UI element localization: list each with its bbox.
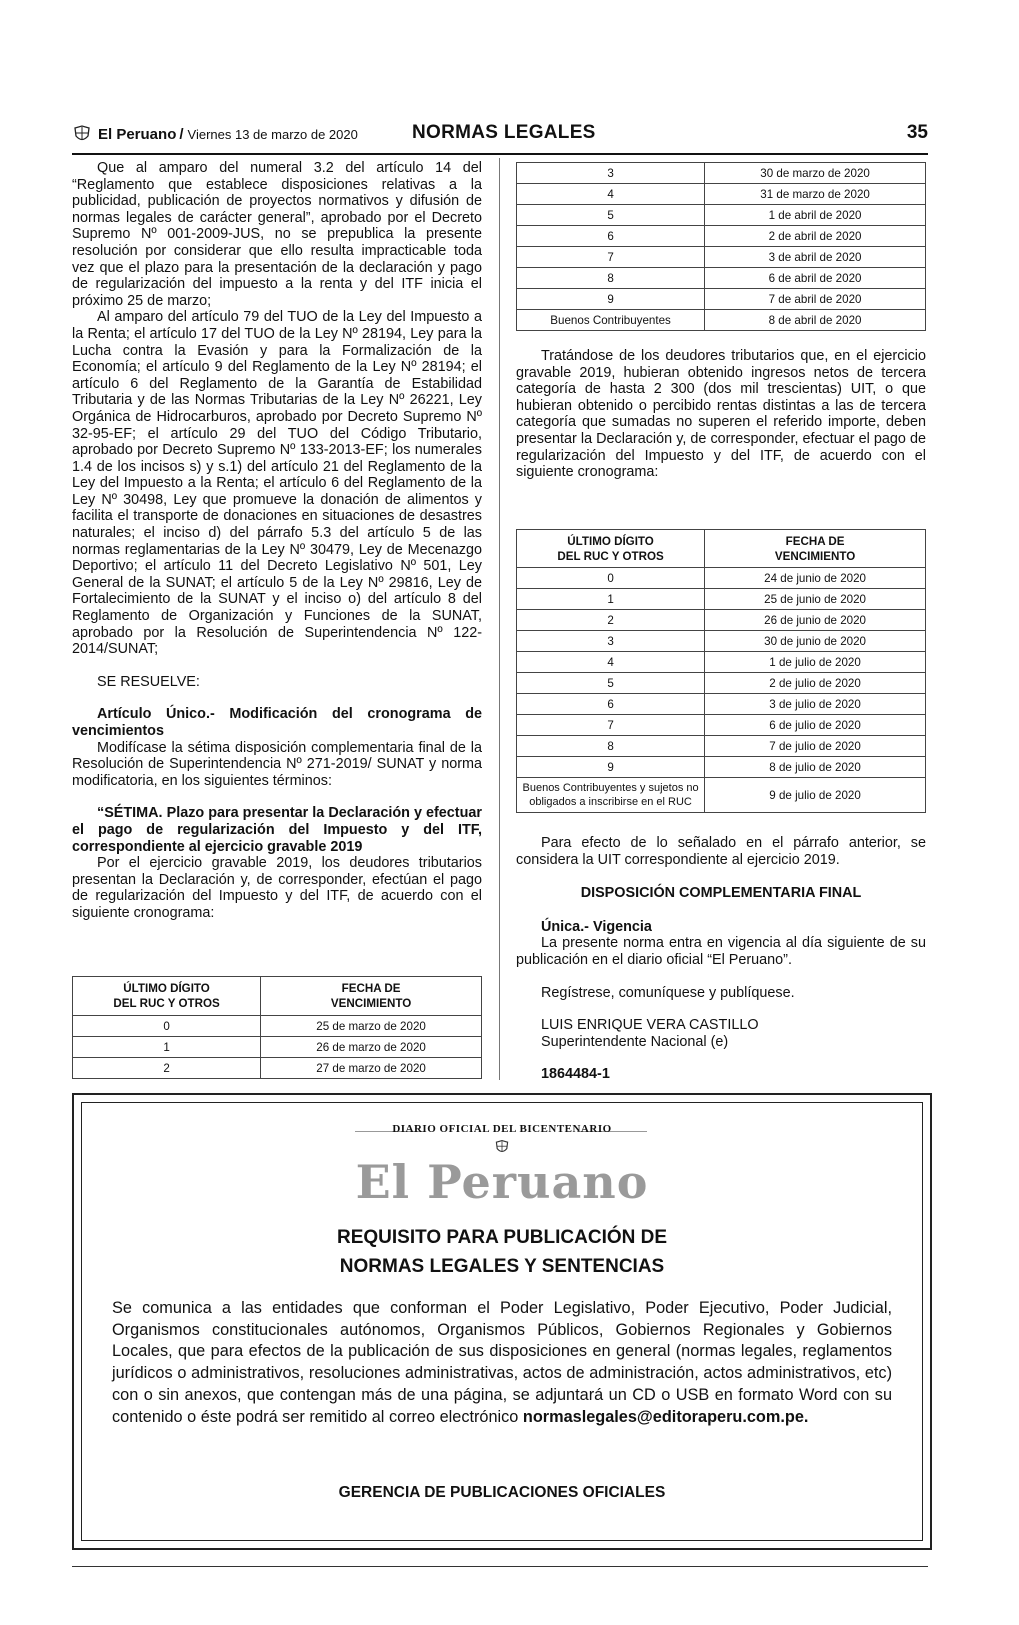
schedule-table-2 — [516, 529, 926, 813]
notice-body — [112, 1298, 892, 1428]
row-digit: 2 — [73, 1058, 261, 1079]
notice-box — [72, 1093, 932, 1550]
row-digit: 5 — [517, 673, 705, 694]
notice-title-line2: NORMAS LEGALES Y SENTENCIAS — [339, 1256, 665, 1277]
signer-name: LUIS ENRIQUE VERA CASTILLO — [541, 1017, 759, 1034]
row-digit: 6 — [517, 694, 705, 715]
right-column-bottom — [516, 835, 926, 1083]
table-row — [517, 673, 926, 694]
row-digit: 7 — [517, 715, 705, 736]
row-digit: 6 — [517, 226, 705, 247]
row-digit: Buenos Contribuyentes — [517, 310, 705, 331]
row-digit: 0 — [73, 1016, 261, 1037]
row-date: 24 de junio de 2020 — [705, 568, 926, 589]
table-header-row — [73, 977, 482, 1016]
header-section: NORMAS LEGALES — [412, 122, 596, 143]
table-row — [517, 757, 926, 778]
table-row — [517, 736, 926, 757]
el-peruano-logo: El Peruano — [355, 1155, 649, 1209]
header-date: Viernes 13 de marzo de 2020 — [187, 126, 358, 142]
row-date: 9 de julio de 2020 — [705, 778, 926, 813]
table-row — [517, 778, 926, 813]
notice-box-inner — [81, 1102, 923, 1541]
setima-title: “SÉTIMA. Plazo para presentar la Declaración y efectuar el pago de regularización del Impuesto y del ITF, correspondiente al ejercicio gravable 2019 — [72, 805, 482, 855]
row-date: 2 de julio de 2020 — [705, 673, 926, 694]
table-row — [517, 610, 926, 631]
row-digit: 8 — [517, 268, 705, 289]
row-digit: 3 — [517, 631, 705, 652]
paragraph-vigencia: La presente norma entra en vigencia al día siguiente de su publicación en el diario oficial “El Peruano”. — [516, 935, 926, 968]
row-date: 8 de abril de 2020 — [705, 310, 926, 331]
row-digit: 5 — [517, 205, 705, 226]
table-row — [517, 268, 926, 289]
paragraph-tratandose: Tratándose de los deudores tributarios que, en el ejercicio gravable 2019, hubieran obtenido ingresos netos de tercera categoría de hasta 2 300 (dos mil trescientas) UIT, o que hubieran obtenido o percibido rentas distintas a las de tercera categoría que sumadas no superen el referido importe, deben presentar la Declaración y, de corresponder, efectuar el pago de regularización del Impuesto y del ITF, de acuerdo con el siguiente cronograma: — [516, 348, 926, 481]
table-row — [73, 1058, 482, 1079]
row-digit: 4 — [517, 652, 705, 673]
schedule-table-1 — [72, 976, 482, 1079]
column-header-digit: ÚLTIMO DÍGITO DEL RUC Y OTROS — [517, 530, 705, 568]
table-row — [517, 205, 926, 226]
row-digit: 1 — [517, 589, 705, 610]
notice-email-link[interactable]: normaslegales@editoraperu.com.pe. — [522, 1407, 809, 1426]
schedule-table-1-continued — [516, 162, 926, 331]
row-date: 6 de abril de 2020 — [705, 268, 926, 289]
diario-label: DIARIO OFICIAL DEL BICENTENARIO — [392, 1123, 612, 1135]
row-digit: Buenos Contribuyentes y sujetos no obligados a inscribirse en el RUC — [517, 778, 705, 813]
article-title: Artículo Único.- Modificación del cronograma de vencimientos — [72, 706, 482, 739]
header-brand: El Peruano — [98, 125, 177, 143]
table-row — [517, 226, 926, 247]
row-date: 27 de marzo de 2020 — [261, 1058, 482, 1079]
row-digit: 7 — [517, 247, 705, 268]
table-row — [73, 1037, 482, 1058]
row-date: 1 de julio de 2020 — [705, 652, 926, 673]
paragraph-modificase: Modifícase la sétima disposición complementaria final de la Resolución de Superintendencia Nº 271-2019/ SUNAT y norma modificatoria, en los siguientes términos: — [72, 739, 482, 789]
row-date: 3 de julio de 2020 — [705, 694, 926, 715]
row-date: 7 de abril de 2020 — [705, 289, 926, 310]
table-row — [517, 247, 926, 268]
row-date: 6 de julio de 2020 — [705, 715, 926, 736]
table-row — [517, 163, 926, 184]
column-header-date: FECHA DE VENCIMIENTO — [261, 977, 482, 1016]
table-row — [517, 715, 926, 736]
table-row — [73, 1016, 482, 1037]
row-date: 8 de julio de 2020 — [705, 757, 926, 778]
row-digit: 2 — [517, 610, 705, 631]
page-header — [72, 122, 928, 150]
row-digit: 9 — [517, 757, 705, 778]
row-digit: 0 — [517, 568, 705, 589]
header-left — [72, 124, 358, 144]
table-row — [517, 589, 926, 610]
row-digit: 3 — [517, 163, 705, 184]
signer-role: Superintendente Nacional (e) — [541, 1033, 729, 1050]
row-date: 7 de julio de 2020 — [705, 736, 926, 757]
resuelve-label: SE RESUELVE: — [97, 673, 200, 690]
paragraph-cronograma: Por el ejercicio gravable 2019, los deudores tributarios presentan la Declaración y, de corresponder, efectúan el pago de regularización del Impuesto y del ITF, de acuerdo con el siguiente cronograma: — [72, 855, 482, 921]
row-date: 31 de marzo de 2020 — [705, 184, 926, 205]
row-date: 26 de junio de 2020 — [705, 610, 926, 631]
row-date: 25 de marzo de 2020 — [261, 1016, 482, 1037]
row-date: 25 de junio de 2020 — [705, 589, 926, 610]
row-digit: 1 — [73, 1037, 261, 1058]
header-separator: / — [179, 125, 184, 143]
row-date: 2 de abril de 2020 — [705, 226, 926, 247]
registrese-line: Regístrese, comuníquese y publíquese. — [541, 984, 795, 1001]
column-header-digit: ÚLTIMO DÍGITO DEL RUC Y OTROS — [73, 977, 261, 1016]
left-column — [72, 160, 482, 922]
bottom-rule — [72, 1566, 928, 1567]
row-date: 3 de abril de 2020 — [705, 247, 926, 268]
table-row — [517, 694, 926, 715]
row-digit: 9 — [517, 289, 705, 310]
paragraph-legal-basis: Al amparo del artículo 79 del TUO de la Ley del Impuesto a la Renta; el artículo 17 del TUO de la Ley Nº 28194, Ley para la Lucha contra la Evasión y para la Formalización de la Economía; el artículo 9 del Reglamento de la Ley Nº 28194; el artículo 6 del Reglamento de la Garantía de Estabilidad Tributaria y de las Normas Tributarias de la Ley Nº 26221, Ley Orgánica de Hidrocarburos, aprobado por Decreto Supremo Nº 32-95-EF; el artículo 29 del TUO del Código Tributario, aprobado por Decreto Supremo Nº 133-2013-EF; los numerales 1.4 de los incisos s) y s.1) del artículo 21 del Reglamento de la Ley del Impuesto a la Renta; el artículo 6 del Reglamento de la Ley Nº 30498, Ley que promueve la donación de alimentos y facilita el transporte de donaciones en situaciones de desastres naturales; el inciso d) del párrafo 5.3 del artículo 5 de las normas reglamentarias de la Ley Nº 30479, Ley de Mecenazgo Deportivo; el artículo 11 del Decreto Legislativo Nº 501, Ley General de la SUNAT; el artículo 5 de la Ley Nº 29816, Ley de Fortalecimiento de la SUNAT y el inciso o) del artículo 8 del Reglamento de Organización y Funciones de la SUNAT, aprobado por la Resolución de Superintendencia Nº 122-2014/SUNAT; — [72, 309, 482, 658]
paragraph-uit: Para efecto de lo señalado en el párrafo anterior, se considera la UIT correspondiente al ejercicio 2019. — [516, 835, 926, 868]
notice-footer: GERENCIA DE PUBLICACIONES OFICIALES — [338, 1484, 666, 1501]
paragraph-amparo: Que al amparo del numeral 3.2 del artículo 14 del “Reglamento que establece disposiciones relativas a la publicidad, publicación de proyectos normativos y difusión de normas legales de carácter general”, aprobado por el Decreto Supremo Nº 001-2009-JUS, no se prepublica la presente resolución por considerar que ello resulta impracticable toda vez que el plazo para la presentación de la declaración y pago de regularización del impuesto a la renta y del ITF inicia el próximo 25 de marzo; — [72, 160, 482, 309]
disposicion-title: DISPOSICIÓN COMPLEMENTARIA FINAL — [580, 885, 862, 902]
table-row — [517, 184, 926, 205]
row-date: 1 de abril de 2020 — [705, 205, 926, 226]
table-header-row — [517, 530, 926, 568]
row-digit: 8 — [517, 736, 705, 757]
page-number: 35 — [906, 122, 928, 143]
column-divider — [499, 158, 500, 1080]
row-date: 30 de marzo de 2020 — [705, 163, 926, 184]
notice-title-line1: REQUISITO PARA PUBLICACIÓN DE — [336, 1227, 668, 1248]
table-row — [517, 310, 926, 331]
coat-of-arms-icon — [494, 1139, 510, 1155]
right-column-top — [516, 348, 926, 481]
row-date: 30 de junio de 2020 — [705, 631, 926, 652]
table-row — [517, 289, 926, 310]
header-rule — [72, 153, 928, 155]
table-row — [517, 631, 926, 652]
row-date: 26 de marzo de 2020 — [261, 1037, 482, 1058]
table-row — [517, 568, 926, 589]
row-digit: 4 — [517, 184, 705, 205]
publication-code: 1864484-1 — [541, 1066, 610, 1083]
notice-body-text: Se comunica a las entidades que conforman el Poder Legislativo, Poder Ejecutivo, Poder Judicial, Organismos constitucionales autónomos, Organismos Públicos, Gobiernos Regionales y Gobiernos Locales, que para efectos de la publicación de sus disposiciones en general (normas legales, reglamentos jurídicos o administrativos, resoluciones administrativas, actos de administración, actos administrativos, etc) con o sin anexos, que contengan más de una página, se adjuntará un CD o USB en formato Word con su contenido o éste podrá ser remitido al correo electrónico — [112, 1299, 892, 1426]
column-header-date: FECHA DE VENCIMIENTO — [705, 530, 926, 568]
unica-title: Única.- Vigencia — [541, 918, 652, 935]
coat-of-arms-icon — [72, 124, 92, 144]
table-row — [517, 652, 926, 673]
